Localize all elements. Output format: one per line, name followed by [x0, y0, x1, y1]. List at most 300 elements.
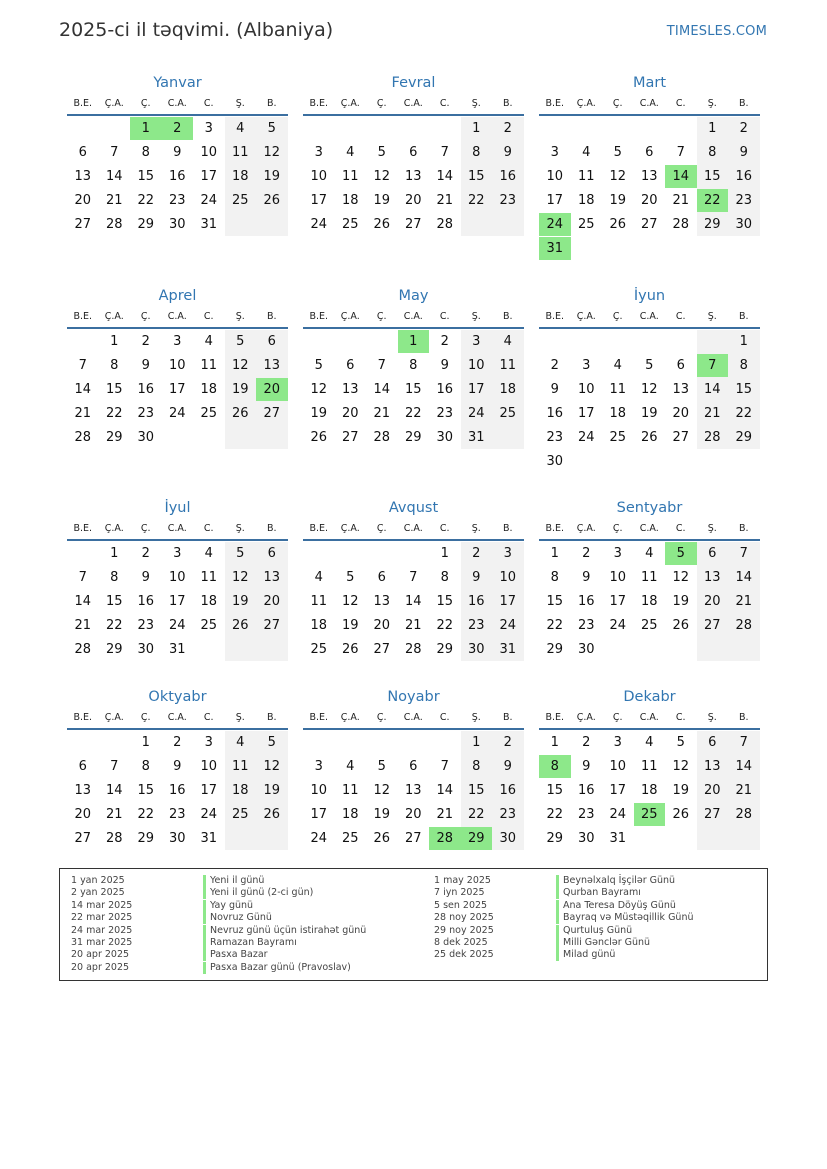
- day-cell: 13: [74, 169, 92, 184]
- day-cell: 16: [137, 382, 155, 397]
- day-cell: 20: [640, 193, 658, 208]
- weekday-label: Ş.: [707, 523, 717, 534]
- day-cell: 10: [168, 358, 186, 373]
- day-cell: 4: [582, 145, 591, 160]
- day-cell: 11: [310, 594, 328, 609]
- weekday-label: B.: [266, 712, 277, 723]
- weekday-label: Ç.A.: [576, 311, 596, 322]
- day-cell: 3: [503, 546, 512, 561]
- weekday-label: B.: [266, 523, 277, 534]
- day-cell: 19: [341, 618, 359, 633]
- month-name: Dekabr: [623, 689, 676, 705]
- day-cell: 24: [310, 217, 328, 232]
- legend-item: [71, 875, 411, 888]
- day-cell: 3: [550, 145, 559, 160]
- day-cell: 23: [467, 618, 485, 633]
- day-cell: 23: [546, 430, 564, 445]
- legend-item: [71, 937, 411, 950]
- day-cell: 24: [200, 193, 218, 208]
- day-cell: 4: [236, 121, 245, 136]
- day-cell: 5: [314, 358, 323, 373]
- legend-date: 8 dek 2025: [434, 937, 488, 948]
- day-cell: 16: [499, 169, 517, 184]
- day-cell: 13: [703, 759, 721, 774]
- day-cell: 12: [231, 570, 249, 585]
- day-cell: 21: [74, 618, 92, 633]
- day-cell: 12: [373, 169, 391, 184]
- day-cell: 25: [310, 642, 328, 657]
- day-cell: 22: [105, 406, 123, 421]
- day-cell: 3: [173, 546, 182, 561]
- day-cell: 19: [263, 783, 281, 798]
- day-cell: 22: [137, 807, 155, 822]
- weekday-label: Ç.A.: [104, 523, 124, 534]
- weekday-label: C.: [203, 311, 214, 322]
- weekday-header: [67, 306, 288, 329]
- day-cell: 28: [105, 831, 123, 846]
- day-cell: 9: [739, 145, 748, 160]
- day-cell: 14: [105, 169, 123, 184]
- day-cell: 28: [74, 430, 92, 445]
- day-cell: 10: [200, 759, 218, 774]
- weekday-label: C.A.: [167, 523, 187, 534]
- weekday-header: [303, 707, 524, 730]
- day-cell: 25: [577, 217, 595, 232]
- day-cell: 11: [609, 382, 627, 397]
- day-cell: 28: [735, 618, 753, 633]
- legend-holiday-name: Ramazan Bayramı: [203, 937, 297, 949]
- day-cell: 17: [168, 382, 186, 397]
- legend-item: [434, 912, 754, 925]
- weekday-label: C.: [203, 98, 214, 109]
- day-cell: 20: [74, 807, 92, 822]
- legend-item: [71, 887, 411, 900]
- day-cell: 17: [168, 594, 186, 609]
- weekday-header: [303, 93, 524, 116]
- legend-item: [71, 912, 411, 925]
- weekday-label: B.E.: [73, 311, 93, 322]
- day-cell: 9: [472, 570, 481, 585]
- day-cell: 13: [74, 783, 92, 798]
- day-cell: 15: [546, 594, 564, 609]
- day-cell: 10: [577, 382, 595, 397]
- day-cell: 10: [499, 570, 517, 585]
- day-cell: 16: [168, 169, 186, 184]
- day-cell: 29: [105, 642, 123, 657]
- day-cell: 20: [373, 618, 391, 633]
- day-cell: 18: [200, 594, 218, 609]
- weekday-label: B.: [502, 311, 513, 322]
- month-name: Yanvar: [153, 75, 202, 91]
- day-cell: 18: [341, 807, 359, 822]
- legend-date: 1 may 2025: [434, 875, 491, 886]
- day-cell: 18: [200, 382, 218, 397]
- day-cell: 19: [672, 783, 690, 798]
- day-cell: 29: [546, 642, 564, 657]
- weekday-label: B.: [502, 712, 513, 723]
- day-cell: 26: [231, 618, 249, 633]
- weekday-label: Ç.: [140, 712, 151, 723]
- month-block: [539, 286, 760, 473]
- day-cell: 4: [236, 735, 245, 750]
- day-cell: 21: [436, 807, 454, 822]
- legend-holiday-name: Qurban Bayramı: [556, 887, 641, 899]
- weekday-label: Ç.A.: [576, 98, 596, 109]
- day-cell: 5: [267, 735, 276, 750]
- day-cell: 30: [137, 430, 155, 445]
- day-cell: 21: [735, 783, 753, 798]
- weekday-label: Ç.A.: [104, 712, 124, 723]
- day-cell: 30: [436, 430, 454, 445]
- day-cell: 18: [609, 406, 627, 421]
- day-cell: 12: [263, 759, 281, 774]
- legend-holiday-name: Yeni il günü: [203, 875, 264, 887]
- day-cell: 21: [735, 594, 753, 609]
- day-cell: 21: [436, 193, 454, 208]
- day-cell: 31: [200, 217, 218, 232]
- weekday-label: B.E.: [309, 98, 329, 109]
- day-cell: 29: [137, 217, 155, 232]
- day-cell: 8: [141, 145, 150, 160]
- weekday-label: Ş.: [235, 523, 245, 534]
- day-cell: 26: [263, 807, 281, 822]
- day-cell: 11: [200, 570, 218, 585]
- day-cell: 17: [609, 594, 627, 609]
- day-cell: 26: [263, 193, 281, 208]
- day-cell: 12: [341, 594, 359, 609]
- day-cell: 8: [739, 358, 748, 373]
- day-cell: 31: [467, 430, 485, 445]
- weekday-label: Ç.: [376, 712, 387, 723]
- day-cell: 30: [577, 642, 595, 657]
- day-cell: 4: [346, 145, 355, 160]
- day-cell: 5: [267, 121, 276, 136]
- day-cell: 7: [409, 570, 418, 585]
- month-days: [303, 116, 524, 260]
- weekday-label: C.A.: [639, 311, 659, 322]
- month-days: [303, 329, 524, 473]
- day-cell: 6: [645, 145, 654, 160]
- weekday-label: C.: [203, 523, 214, 534]
- legend-item: [434, 949, 754, 962]
- day-cell: 21: [105, 193, 123, 208]
- weekday-header: [67, 707, 288, 730]
- weekday-label: Ç.A.: [340, 523, 360, 534]
- day-cell: 21: [703, 406, 721, 421]
- legend-item: [71, 925, 411, 938]
- day-cell: 15: [703, 169, 721, 184]
- weekday-label: C.: [439, 311, 450, 322]
- legend-item: [434, 937, 754, 950]
- day-cell: 30: [137, 642, 155, 657]
- day-cell: 20: [404, 193, 422, 208]
- day-cell: 28: [703, 430, 721, 445]
- weekday-label: B.E.: [73, 98, 93, 109]
- day-cell: 13: [373, 594, 391, 609]
- month-name: Fevral: [391, 75, 436, 91]
- day-cell: 9: [173, 145, 182, 160]
- day-cell: 19: [373, 193, 391, 208]
- weekday-label: Ş.: [707, 712, 717, 723]
- day-cell: 12: [640, 382, 658, 397]
- month-block: [67, 687, 288, 874]
- weekday-label: Ç.: [140, 98, 151, 109]
- day-cell: 15: [105, 594, 123, 609]
- day-cell: 16: [577, 594, 595, 609]
- day-cell: 20: [703, 594, 721, 609]
- day-cell: 7: [440, 145, 449, 160]
- day-cell: 14: [404, 594, 422, 609]
- legend-holiday-name: Pasxa Bazar günü (Pravoslav): [203, 962, 351, 974]
- day-cell: 23: [168, 807, 186, 822]
- day-cell: 1: [440, 546, 449, 561]
- legend-item: [434, 925, 754, 938]
- day-cell: 2: [503, 121, 512, 136]
- day-cell: 6: [267, 546, 276, 561]
- weekday-label: Ş.: [235, 712, 245, 723]
- day-cell: 14: [74, 594, 92, 609]
- weekday-label: B.: [502, 98, 513, 109]
- month-block: [67, 498, 288, 685]
- day-cell: 22: [137, 193, 155, 208]
- day-cell: 29: [105, 430, 123, 445]
- day-cell: 30: [467, 642, 485, 657]
- day-cell: 1: [708, 121, 717, 136]
- weekday-label: Ş.: [707, 98, 717, 109]
- day-cell: 15: [137, 169, 155, 184]
- legend-date: 1 yan 2025: [71, 875, 125, 886]
- weekday-label: Ç.A.: [104, 98, 124, 109]
- legend-date: 7 iyn 2025: [434, 887, 485, 899]
- day-cell: 4: [503, 334, 512, 349]
- day-cell: 6: [676, 358, 685, 373]
- month-block: [303, 687, 524, 874]
- legend-holiday-name: Qurtuluş Günü: [556, 925, 632, 937]
- day-cell: 30: [168, 831, 186, 846]
- month-block: [539, 687, 760, 874]
- day-cell: 23: [577, 807, 595, 822]
- day-cell: 13: [404, 169, 422, 184]
- weekday-label: B.: [738, 98, 749, 109]
- day-cell: 26: [341, 642, 359, 657]
- day-cell: 1: [110, 334, 119, 349]
- day-cell: 17: [467, 382, 485, 397]
- day-cell: 3: [613, 546, 622, 561]
- day-cell: 19: [263, 169, 281, 184]
- legend-holiday-name: Yeni il günü (2-ci gün): [203, 887, 313, 899]
- weekday-label: C.: [675, 712, 686, 723]
- day-cell: 6: [708, 546, 717, 561]
- weekday-label: C.: [439, 712, 450, 723]
- legend-item: [434, 875, 754, 888]
- weekday-label: Ç.: [612, 712, 623, 723]
- day-cell: 30: [546, 454, 564, 469]
- holiday-day-cell: 5: [665, 542, 697, 565]
- day-cell: 12: [310, 382, 328, 397]
- holiday-day-cell: 2: [162, 117, 194, 140]
- day-cell: 30: [735, 217, 753, 232]
- holiday-day-cell: 7: [697, 354, 729, 377]
- day-cell: 13: [404, 783, 422, 798]
- weekday-label: Ç.A.: [340, 98, 360, 109]
- day-cell: 5: [676, 735, 685, 750]
- day-cell: 10: [168, 570, 186, 585]
- day-cell: 19: [640, 406, 658, 421]
- month-name: May: [398, 288, 429, 304]
- day-cell: 16: [137, 594, 155, 609]
- holiday-legend: [59, 868, 768, 981]
- day-cell: 2: [582, 546, 591, 561]
- day-cell: 10: [310, 169, 328, 184]
- day-cell: 27: [263, 406, 281, 421]
- weekday-label: C.: [675, 98, 686, 109]
- weekday-header: [303, 518, 524, 541]
- weekday-label: Ç.: [376, 98, 387, 109]
- day-cell: 26: [373, 217, 391, 232]
- day-cell: 26: [373, 831, 391, 846]
- weekday-label: Ç.A.: [576, 712, 596, 723]
- day-cell: 16: [436, 382, 454, 397]
- day-cell: 22: [467, 193, 485, 208]
- day-cell: 21: [404, 618, 422, 633]
- day-cell: 3: [173, 334, 182, 349]
- weekday-label: Ç.: [612, 523, 623, 534]
- day-cell: 5: [613, 145, 622, 160]
- day-cell: 18: [310, 618, 328, 633]
- day-cell: 3: [472, 334, 481, 349]
- day-cell: 10: [200, 145, 218, 160]
- day-cell: 4: [645, 735, 654, 750]
- holiday-day-cell: 8: [539, 755, 571, 778]
- legend-date: 29 noy 2025: [434, 924, 494, 936]
- day-cell: 5: [377, 145, 386, 160]
- day-cell: 27: [703, 618, 721, 633]
- legend-item: [71, 962, 411, 975]
- holiday-day-cell: 22: [697, 189, 729, 212]
- weekday-label: Ş.: [235, 98, 245, 109]
- day-cell: 11: [640, 759, 658, 774]
- weekday-label: B.E.: [545, 712, 565, 723]
- legend-date: 5 sen 2025: [434, 899, 488, 911]
- day-cell: 13: [672, 382, 690, 397]
- day-cell: 4: [346, 759, 355, 774]
- holiday-day-cell: 1: [130, 117, 162, 140]
- day-cell: 5: [236, 334, 245, 349]
- weekday-label: Ş.: [471, 98, 481, 109]
- weekday-label: C.A.: [167, 712, 187, 723]
- day-cell: 9: [173, 759, 182, 774]
- day-cell: 3: [582, 358, 591, 373]
- legend-date: 31 mar 2025: [71, 937, 133, 948]
- day-cell: 24: [609, 618, 627, 633]
- day-cell: 15: [137, 783, 155, 798]
- day-cell: 4: [645, 546, 654, 561]
- legend-date: 20 apr 2025: [71, 949, 130, 961]
- weekday-label: C.A.: [639, 712, 659, 723]
- day-cell: 25: [200, 618, 218, 633]
- day-cell: 14: [436, 783, 454, 798]
- day-cell: 19: [672, 594, 690, 609]
- day-cell: 17: [577, 406, 595, 421]
- day-cell: 8: [440, 570, 449, 585]
- day-cell: 28: [436, 217, 454, 232]
- day-cell: 7: [739, 546, 748, 561]
- day-cell: 16: [577, 783, 595, 798]
- day-cell: 6: [346, 358, 355, 373]
- day-cell: 20: [672, 406, 690, 421]
- day-cell: 12: [672, 759, 690, 774]
- day-cell: 19: [373, 807, 391, 822]
- legend-holiday-name: Milli Gənclər Günü: [556, 937, 650, 949]
- day-cell: 7: [110, 145, 119, 160]
- day-cell: 8: [550, 570, 559, 585]
- weekday-label: B.: [266, 98, 277, 109]
- day-cell: 20: [341, 406, 359, 421]
- weekday-label: C.A.: [639, 98, 659, 109]
- day-cell: 6: [78, 145, 87, 160]
- day-cell: 3: [204, 121, 213, 136]
- day-cell: 15: [467, 783, 485, 798]
- day-cell: 21: [74, 406, 92, 421]
- day-cell: 25: [231, 807, 249, 822]
- day-cell: 7: [676, 145, 685, 160]
- legend-date: 28 noy 2025: [434, 912, 494, 924]
- weekday-header: [67, 518, 288, 541]
- day-cell: 1: [110, 546, 119, 561]
- day-cell: 30: [499, 831, 517, 846]
- day-cell: 27: [341, 430, 359, 445]
- day-cell: 3: [314, 145, 323, 160]
- day-cell: 23: [436, 406, 454, 421]
- day-cell: 18: [231, 783, 249, 798]
- day-cell: 31: [609, 831, 627, 846]
- day-cell: 26: [310, 430, 328, 445]
- day-cell: 28: [74, 642, 92, 657]
- day-cell: 11: [341, 783, 359, 798]
- day-cell: 24: [310, 831, 328, 846]
- day-cell: 8: [110, 358, 119, 373]
- day-cell: 25: [200, 406, 218, 421]
- day-cell: 18: [577, 193, 595, 208]
- holiday-day-cell: 1: [398, 330, 430, 353]
- weekday-label: C.A.: [639, 523, 659, 534]
- day-cell: 24: [168, 618, 186, 633]
- weekday-label: B.E.: [309, 523, 329, 534]
- day-cell: 9: [141, 358, 150, 373]
- weekday-label: B.: [502, 523, 513, 534]
- day-cell: 28: [404, 642, 422, 657]
- month-days: [67, 730, 288, 874]
- day-cell: 14: [436, 169, 454, 184]
- day-cell: 11: [200, 358, 218, 373]
- day-cell: 15: [735, 382, 753, 397]
- day-cell: 23: [577, 618, 595, 633]
- weekday-label: C.A.: [403, 98, 423, 109]
- legend-holiday-name: Yay günü: [203, 900, 253, 912]
- weekday-header: [303, 306, 524, 329]
- month-name: İyun: [633, 288, 666, 304]
- day-cell: 24: [467, 406, 485, 421]
- day-cell: 13: [263, 570, 281, 585]
- day-cell: 9: [582, 570, 591, 585]
- day-cell: 2: [472, 546, 481, 561]
- day-cell: 15: [467, 169, 485, 184]
- day-cell: 25: [640, 618, 658, 633]
- brand-link[interactable]: TIMESLES.COM: [666, 24, 767, 39]
- day-cell: 3: [204, 735, 213, 750]
- day-cell: 22: [467, 807, 485, 822]
- day-cell: 27: [74, 217, 92, 232]
